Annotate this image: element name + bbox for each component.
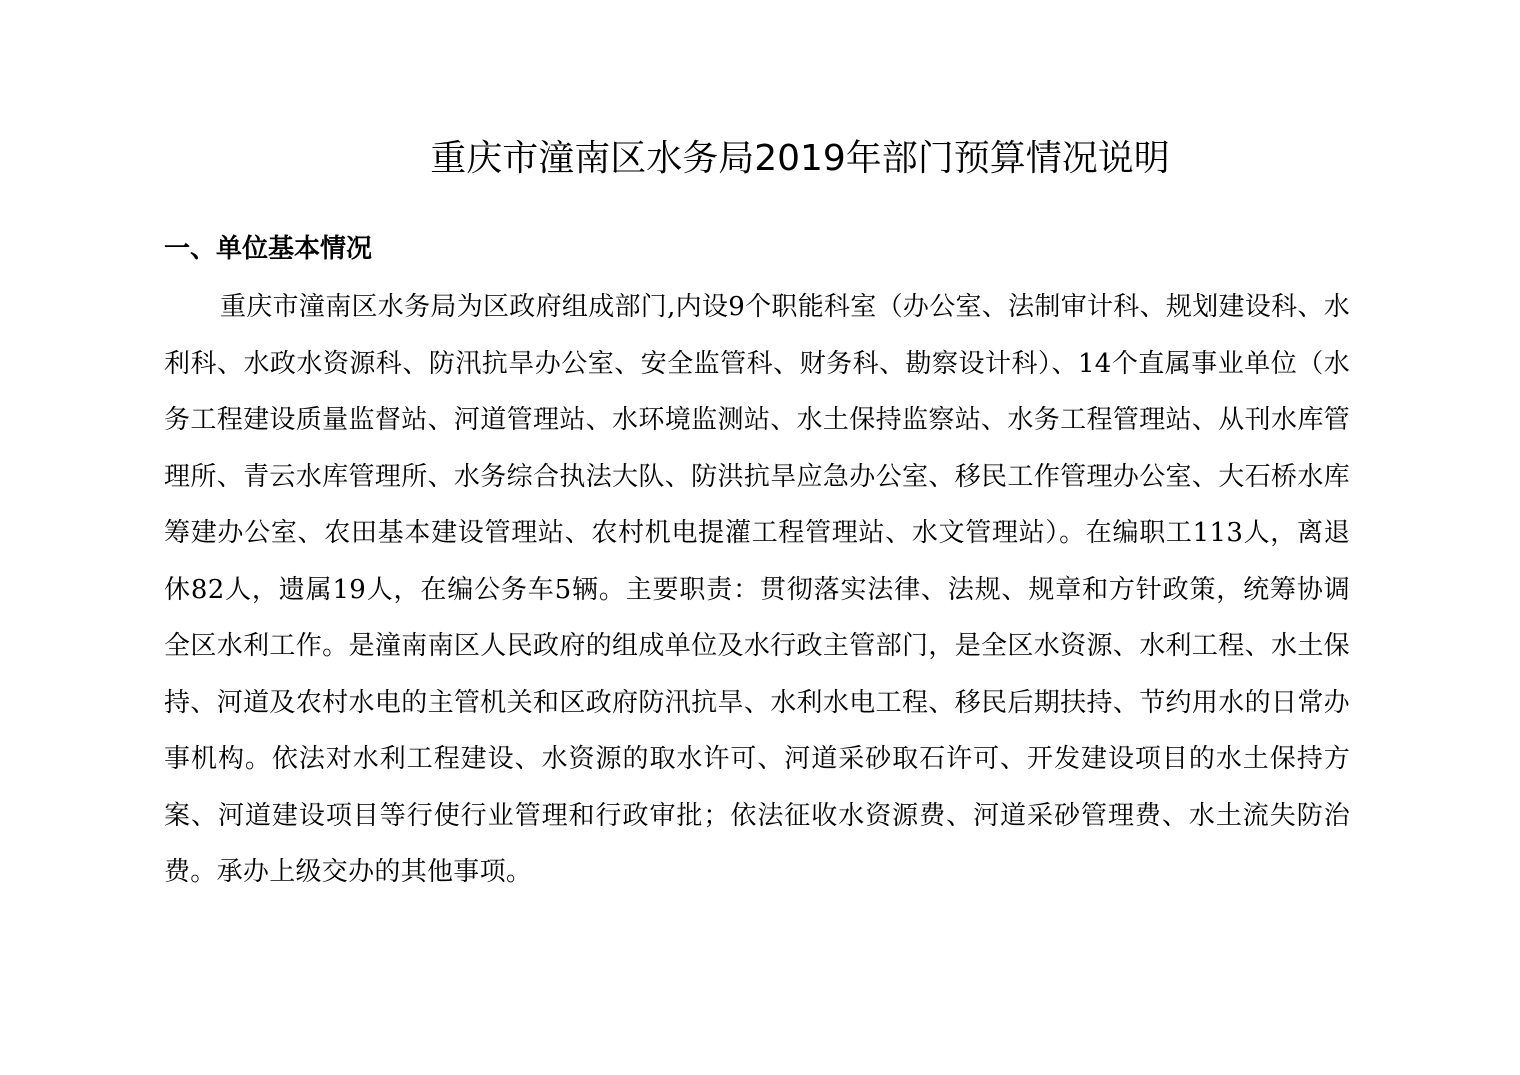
section-heading: 一、单位基本情况 <box>164 234 373 264</box>
body-paragraph: 重庆市潼南区水务局为区政府组成部门,内设9个职能科室（办公室、法制审计科、规划建设科、水利科、水政水资源科、防汛抗旱办公室、安全监管科、财务科、勘察设计科）、14个直属事业单位（水务工程建设质量监督站、河道管理站、水环境监测站、水土保持监察站、水务工程管理站、从刊水库管理所、青云水库管理所、水务综合执法大队、防洪抗旱应急办公室、移民工作管理办公室、大石桥水库筹建办公室、农田基本建设管理站、农村机电提灌工程管理站、水文管理站）。在编职工113人，离退休82人，遗属19人，在编公务车5辆。主要职责：贯彻落实法律、法规、规章和方针政策，统筹协调全区水利工作。是潼南南区人民政府的组成单位及水行政主管部门，是全区水资源、水利工程、水土保持、河道及农村水电的主管机关和区政府防汛抗旱、水利水电工程、移民后期扶持、节约用水的日常办事机构。依法对水利工程建设、水资源的取水许可、河道采砂取石许可、开发建设项目的水土保持方案、河道建设项目等行使行业管理和行政审批；依法征收水资源费、河道采砂管理费、水土流失防治费。承办上级交办的其他事项。 <box>164 292 1351 887</box>
document-title: 重庆市潼南区水务局2019年部门预算情况说明 <box>430 138 1170 179</box>
